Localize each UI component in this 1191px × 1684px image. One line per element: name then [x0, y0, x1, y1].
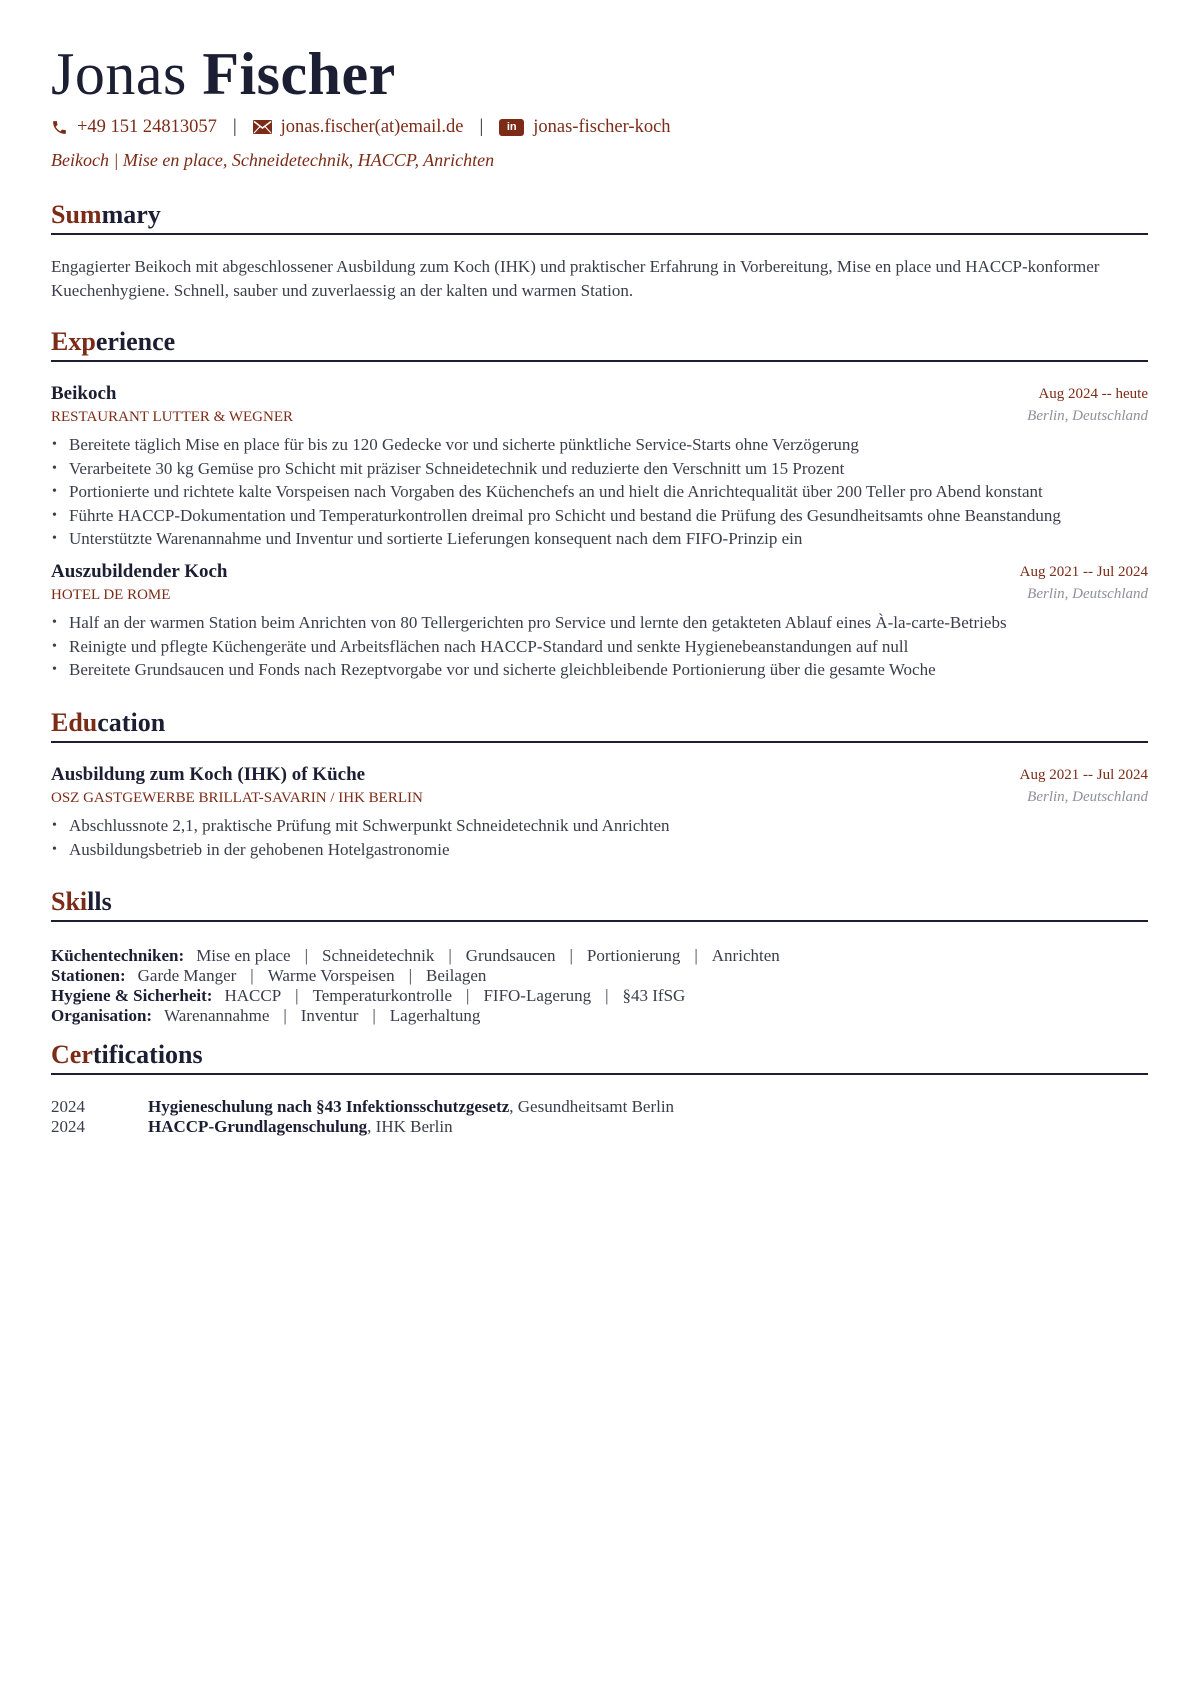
email-link[interactable]: jonas.fischer(at)email.de: [280, 117, 464, 137]
skill-item: Beilagen: [426, 966, 487, 985]
linkedin-icon-text: in: [499, 119, 524, 136]
skill-item: Anrichten: [711, 946, 780, 965]
envelope-icon: [253, 120, 272, 134]
section-title-accent: Exp: [51, 327, 96, 356]
degree-title: Ausbildung zum Koch (IHK) of Küche: [51, 764, 366, 785]
job-dates: Aug 2024 -- heute: [1038, 386, 1148, 402]
skill-separator: |: [569, 946, 573, 965]
certification-issuer: , IHK Berlin: [367, 1117, 453, 1136]
skill-item: Temperaturkontrolle: [312, 986, 453, 1005]
skill-item: HACCP: [224, 986, 282, 1005]
section-title-accent: Edu: [51, 708, 98, 737]
skill-separator: |: [694, 946, 698, 965]
skill-item: FIFO-Lagerung: [483, 986, 592, 1005]
job-location: Berlin, Deutschland: [1027, 408, 1148, 424]
bullet-item: • Abschlussnote 2,1, praktische Prüfung mit Schwerpunkt Schneidetechnik und Anrichten: [51, 814, 1148, 838]
skill-category: Hygiene & Sicherheit:: [51, 986, 213, 1005]
skill-row: [51, 986, 1148, 1006]
skills-list: [51, 946, 1148, 1026]
last-name: Fischer: [202, 41, 396, 107]
section-title-rest: tifications: [92, 1040, 203, 1069]
employer: HOTEL DE ROME: [51, 587, 171, 603]
contact-separator: |: [479, 117, 484, 137]
contact-line: [51, 114, 671, 140]
linkedin-link[interactable]: jonas-fischer-koch: [533, 117, 671, 137]
certification-year: 2024: [51, 1117, 85, 1136]
job-bullets: [51, 433, 1148, 551]
section-title-accent: Ski: [51, 887, 88, 916]
education-bullets: [51, 814, 1148, 861]
skill-category: Küchentechniken:: [51, 946, 185, 965]
job-location: Berlin, Deutschland: [1027, 586, 1148, 602]
section-title-accent: Sum: [51, 200, 102, 229]
skill-item: Warenannahme: [164, 1006, 270, 1025]
bullet-item: • Führte HACCP-Dokumentation und Temperaturkontrollen dreimal pro Schicht und bestand die Prüfung des Gesundheitsamts ohne Beanstandung: [51, 504, 1148, 528]
skill-separator: |: [466, 986, 470, 1005]
employer: RESTAURANT LUTTER & WEGNER: [51, 409, 293, 425]
section-title-certifications: [51, 1040, 1148, 1075]
skill-item: Schneidetechnik: [322, 946, 435, 965]
certification-row: [51, 1097, 1148, 1117]
skill-category: Stationen:: [51, 966, 126, 985]
skill-item: Grundsaucen: [465, 946, 556, 965]
section-title-summary: [51, 200, 1148, 235]
education-dates: Aug 2021 -- Jul 2024: [1019, 767, 1148, 783]
section-title-rest: erience: [95, 327, 176, 356]
bullet-item: • Portionierte und richtete kalte Vorspeisen nach Vorgaben des Küchenchefs an und hielt die Anrichtequalität über 200 Teller pro Abend konstant: [51, 480, 1148, 504]
tagline: Beikoch | Mise en place, Schneidetechnik, HACCP, Anrichten: [51, 150, 495, 170]
job-dates: Aug 2021 -- Jul 2024: [1019, 564, 1148, 580]
skill-row: [51, 946, 1148, 966]
skill-item: §43 IfSG: [622, 986, 686, 1005]
certification-name: HACCP-Grundlagenschulung: [148, 1117, 368, 1136]
skill-item: Garde Manger: [137, 966, 237, 985]
section-title-rest: lls: [87, 887, 112, 916]
skill-separator: |: [448, 946, 452, 965]
job-bullets: [51, 611, 1148, 682]
section-title-education: [51, 708, 1148, 743]
bullet-item: • Reinigte und pflegte Küchengeräte und Arbeitsflächen nach HACCP-Standard und senkte Hygienebeanstandungen auf null: [51, 635, 1148, 659]
phone-icon: [51, 119, 68, 136]
certifications-list: [51, 1097, 1148, 1137]
section-title-accent: Cer: [51, 1040, 93, 1069]
job-title: Beikoch: [51, 383, 117, 404]
job-title: Auszubildender Koch: [51, 561, 228, 582]
skill-item: Inventur: [300, 1006, 359, 1025]
section-title-skills: [51, 887, 1148, 922]
section-title-rest: cation: [97, 708, 166, 737]
certification-row: [51, 1117, 1148, 1137]
skill-item: Mise en place: [196, 946, 291, 965]
contact-separator: |: [232, 117, 237, 137]
bullet-item: • Half an der warmen Station beim Anrichten von 80 Tellergerichten pro Service und lernte den getakteten Ablauf eines À-la-carte-Betriebs: [51, 611, 1148, 635]
skill-category: Organisation:: [51, 1006, 153, 1025]
bullet-item: • Ausbildungsbetrieb in der gehobenen Hotelgastronomie: [51, 838, 1148, 862]
skill-separator: |: [283, 1006, 287, 1025]
skill-separator: |: [295, 986, 299, 1005]
skill-separator: |: [304, 946, 308, 965]
certification-year: 2024: [51, 1097, 85, 1116]
skill-separator: |: [372, 1006, 376, 1025]
bullet-item: • Bereitete Grundsaucen und Fonds nach Rezeptvorgabe vor und sicherte gleichbleibende Portionierung über die gesamte Woche: [51, 658, 1148, 682]
certification-name: Hygieneschulung nach §43 Infektionsschutzgesetz: [148, 1097, 510, 1116]
skill-item: Lagerhaltung: [389, 1006, 481, 1025]
bullet-item: • Bereitete täglich Mise en place für bis zu 120 Gedecke vor und sicherte pünktliche Service-Starts ohne Verzögerung: [51, 433, 1148, 457]
candidate-name: [51, 38, 396, 110]
summary-text: Engagierter Beikoch mit abgeschlossener Ausbildung zum Koch (IHK) und praktischer Erfahrung in Vorbereitung, Mise en place und HACCP-konformer Kuechenhygiene. Schnell, sauber und zuverlaessig an der kalten und warmen Station.: [51, 257, 1100, 300]
skill-separator: |: [250, 966, 254, 985]
bullet-item: • Verarbeitete 30 kg Gemüse pro Schicht mit präziser Schneidetechnik und reduzierte den Verschnitt um 15 Prozent: [51, 457, 1148, 481]
phone-number[interactable]: +49 151 24813057: [77, 117, 217, 137]
institution: OSZ GASTGEWERBE BRILLAT-SAVARIN / IHK BERLIN: [51, 790, 423, 806]
first-name: Jonas: [51, 41, 187, 107]
skill-row: [51, 966, 1148, 986]
skill-row: [51, 1006, 1148, 1026]
education-location: Berlin, Deutschland: [1027, 789, 1148, 805]
skill-separator: |: [408, 966, 412, 985]
section-title-experience: [51, 327, 1148, 362]
section-title-rest: mary: [101, 200, 161, 229]
bullet-item: • Unterstützte Warenannahme und Inventur und sortierte Lieferungen konsequent nach dem FIFO-Prinzip ein: [51, 527, 1148, 551]
certification-issuer: , Gesundheitsamt Berlin: [509, 1097, 675, 1116]
linkedin-icon: [499, 119, 524, 136]
skill-item: Warme Vorspeisen: [267, 966, 395, 985]
skill-separator: |: [605, 986, 609, 1005]
skill-item: Portionierung: [586, 946, 681, 965]
